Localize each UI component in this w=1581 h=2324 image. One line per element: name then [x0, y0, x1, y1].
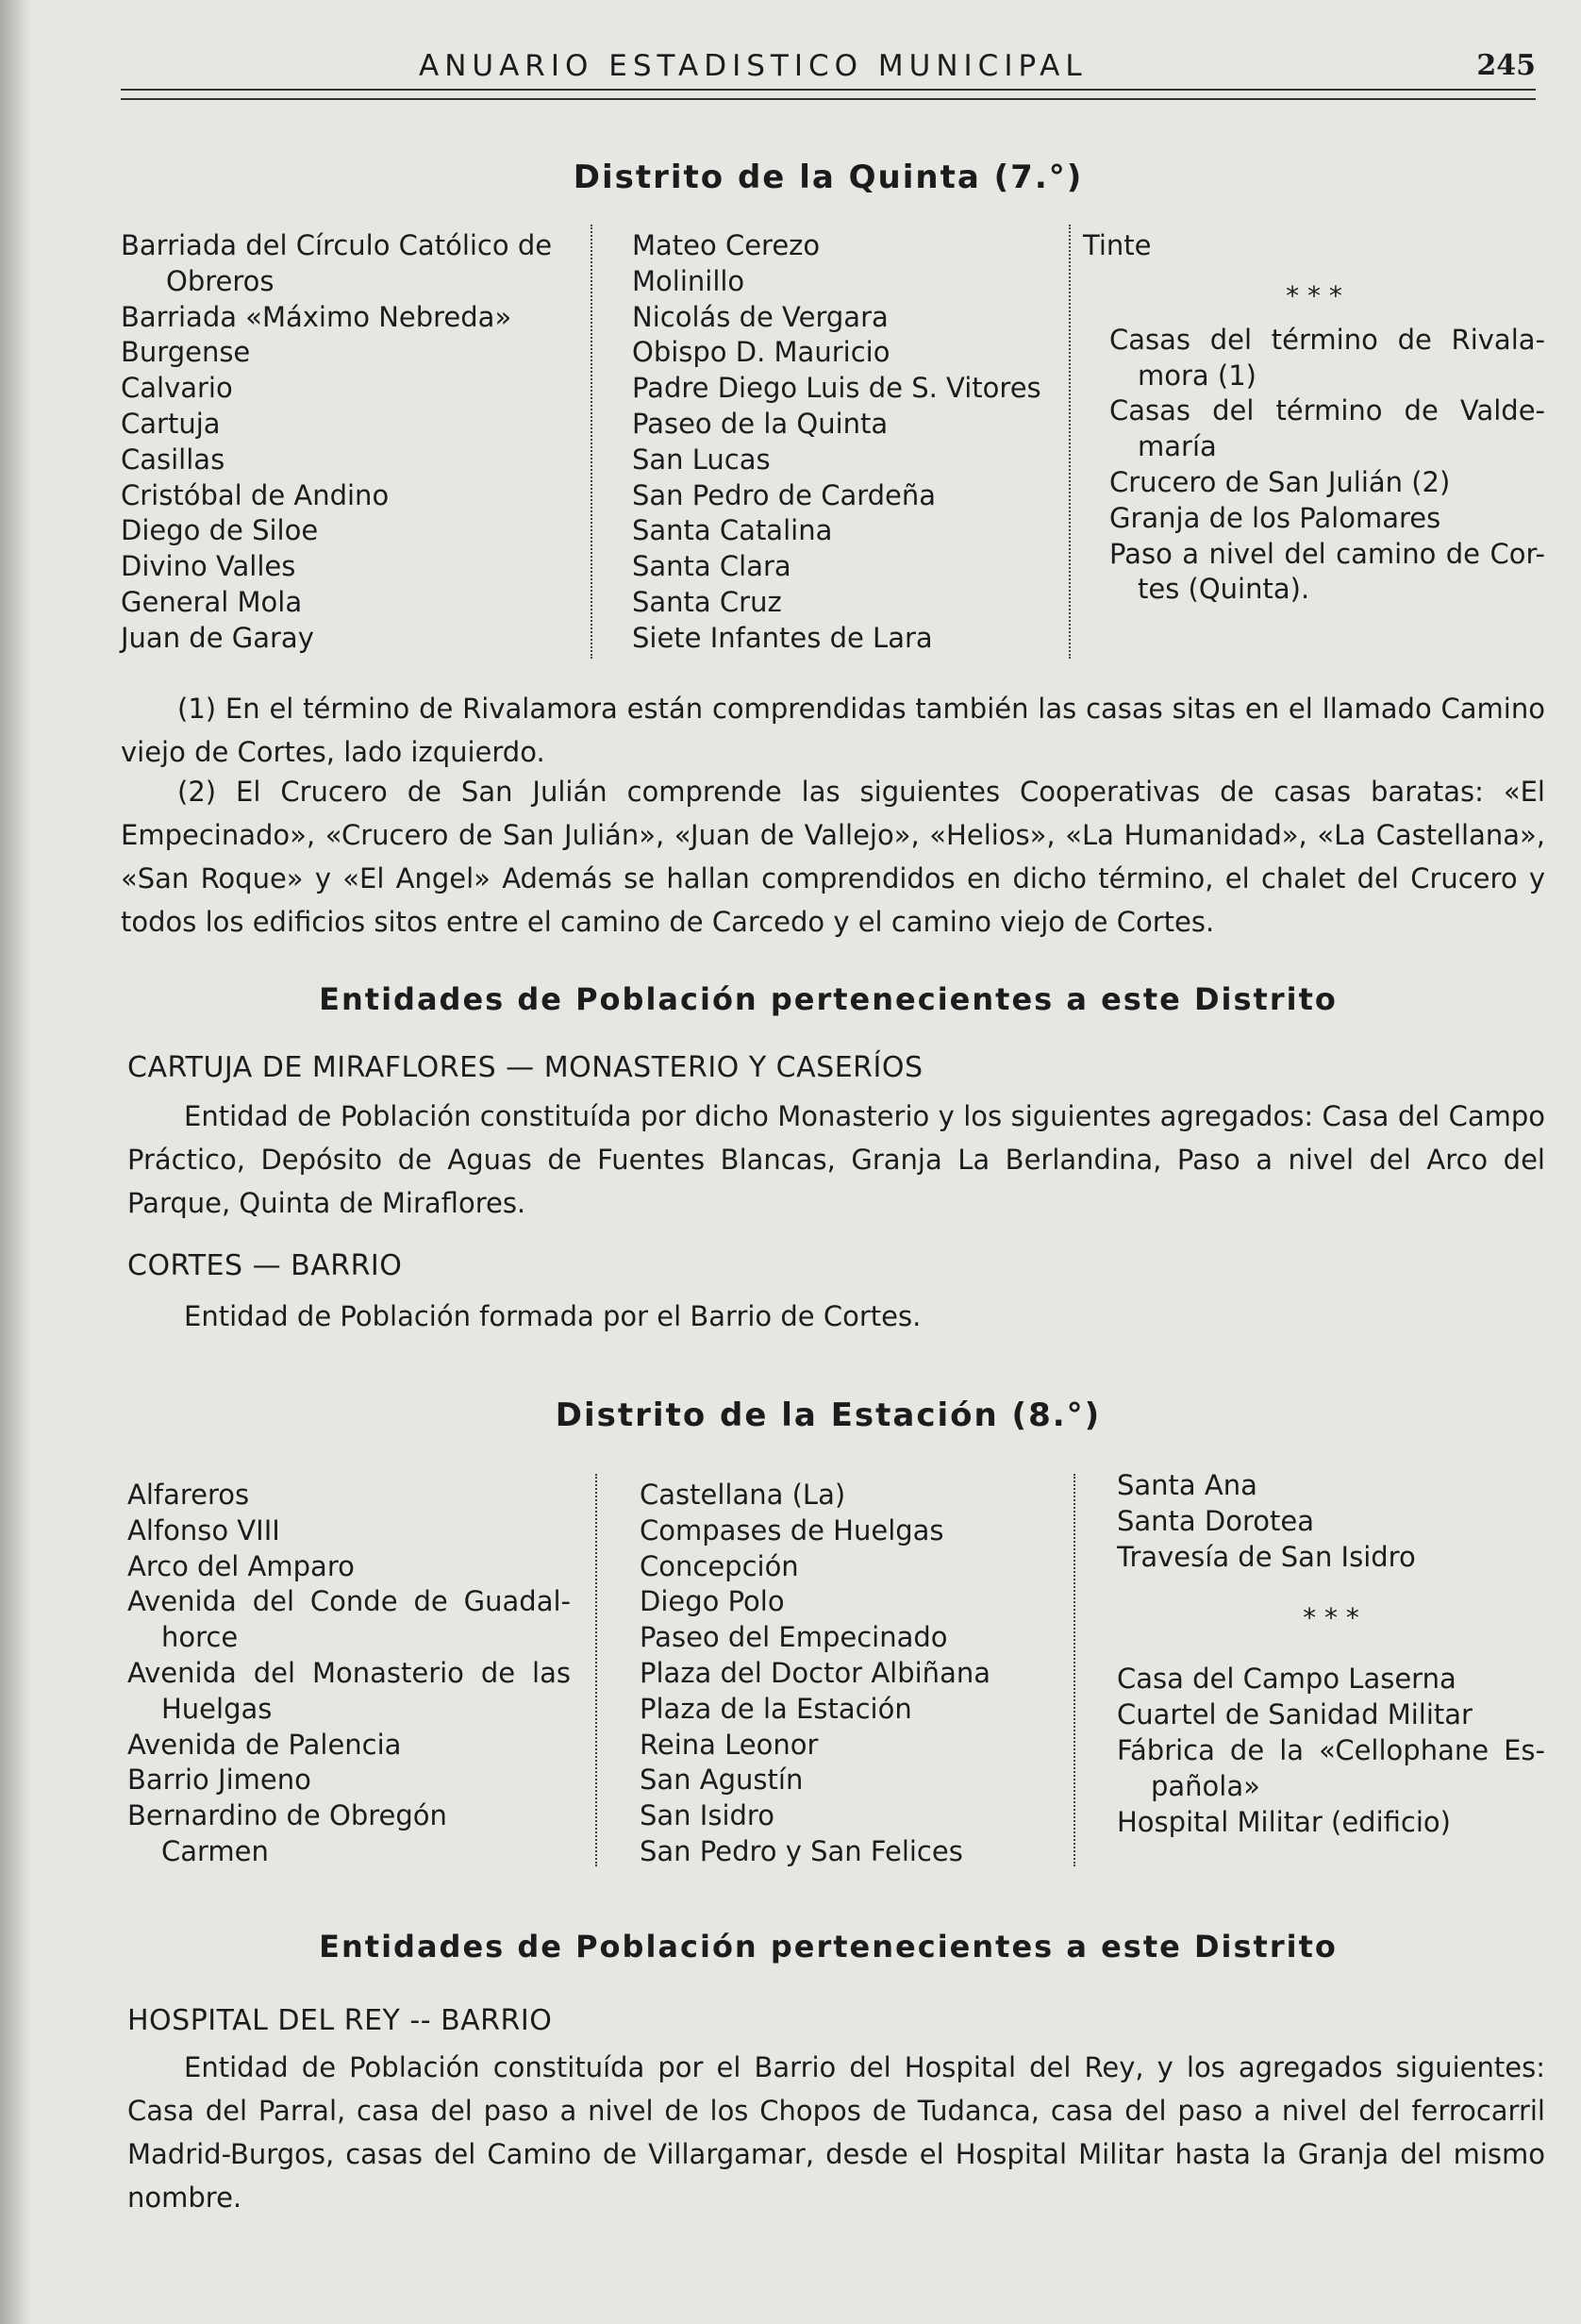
street-item	[127, 1584, 571, 1620]
asterism-separator: * * *	[1303, 1602, 1359, 1634]
place-item: Crucero de San Julián (2)	[1109, 465, 1451, 498]
street-item: Alfonso VIII	[127, 1513, 280, 1547]
running-title: ANUARIO ESTADISTICO MUNICIPAL	[419, 49, 1088, 83]
entity-title: CARTUJA DE MIRAFLORES — MONASTERIO Y CASERÍOS	[127, 1051, 924, 1084]
street-item: Barrio Jimeno	[127, 1764, 311, 1797]
entity-title: CORTES — BARRIO	[127, 1249, 403, 1282]
entity-description: Entidad de Población constituída por el Barrio del Hospital del Rey, y los agregados siguientes: Casa del Parral, casa del paso a nivel de los Chopos de Tudanca, casa del paso a nivel del ferrocarril Madrid-Burgos, casas del Camino de Villargamar, desde el Hospital Militar hasta la Granja del mismo nombre.	[127, 2051, 1545, 2214]
street-item-text: Avenida del Conde de Guadal-	[127, 1585, 571, 1618]
street-item: San Pedro de Cardeña	[632, 478, 937, 511]
street-item: Paseo de la Quinta	[632, 407, 889, 440]
place-item	[1117, 1733, 1545, 1769]
street-item: San Lucas	[632, 443, 771, 476]
street-item: San Isidro	[640, 1799, 774, 1832]
street-item: Compases de Huelgas	[640, 1513, 944, 1547]
place-item: Hospital Militar (edificio)	[1117, 1805, 1451, 1838]
column-divider	[591, 225, 592, 659]
estacion-street-column-1	[127, 1478, 571, 1870]
running-head	[121, 49, 1536, 91]
footnote-2-text: (2) El Crucero de San Julián comprende las siguientes Cooperativas de casas baratas: «El Empecinado», «Crucero de San Julián», «Juan de Vallejo», «Helios», «La Humanidad», «La Castellana», «San Roque» y «El Angel» Además se hallan comprendidos en dicho término, el chalet del Crucero y todos los edificios sitos entre el camino de Carcedo y el camino viejo de Cortes.	[121, 776, 1545, 938]
street-item: Mateo Cerezo	[632, 229, 821, 261]
quinta-street-column-2	[632, 228, 1066, 657]
street-item: Barriada «Máximo Nebreda»	[121, 300, 512, 333]
street-item: Travesía de San Isidro	[1117, 1540, 1416, 1573]
street-item: Diego Polo	[640, 1585, 785, 1618]
street-item: Santa Clara	[632, 550, 791, 583]
place-item: Granja de los Palomares	[1109, 501, 1441, 534]
estacion-entities-heading: Entidades de Población pertenecientes a este Distrito	[319, 1929, 1338, 1965]
street-item: San Pedro y San Felices	[640, 1834, 963, 1867]
street-item: Alfareros	[127, 1479, 250, 1511]
footnote-2	[121, 770, 1545, 944]
page-number: 245	[1476, 49, 1536, 82]
street-item: Siete Infantes de Lara	[632, 621, 933, 654]
street-item: horce	[161, 1621, 239, 1654]
street-item: Juan de Garay	[121, 621, 314, 654]
street-item: General Mola	[121, 585, 303, 618]
street-item: Tinte	[1083, 229, 1152, 261]
quinta-street-column-3	[1083, 228, 1545, 608]
street-item: Huelgas	[161, 1692, 273, 1725]
street-item: Molinillo	[632, 264, 745, 297]
street-item: Obispo D. Mauricio	[632, 336, 890, 369]
street-item-text: Avenida del Monasterio de las	[127, 1656, 571, 1689]
place-item-text: Fábrica de la «Cellophane Es-	[1117, 1733, 1545, 1766]
street-item: Diego de Siloe	[121, 514, 319, 547]
street-item: Casillas	[121, 443, 225, 476]
quinta-street-column-1	[121, 228, 564, 657]
place-item: pañola»	[1151, 1769, 1260, 1802]
street-item: Divino Valles	[121, 550, 296, 583]
place-item: Casa del Campo Laserna	[1117, 1663, 1456, 1696]
column-divider	[595, 1474, 597, 1866]
street-item: Barriada del Círculo Católico de	[121, 229, 553, 261]
street-item: Avenida de Palencia	[127, 1728, 402, 1761]
street-item: Plaza de la Estación	[640, 1692, 912, 1725]
column-divider	[1069, 225, 1071, 659]
street-item: Calvario	[121, 372, 233, 405]
street-item: Plaza del Doctor Albiñana	[640, 1656, 990, 1689]
place-item-text: Paso a nivel del camino de Cor-	[1109, 537, 1545, 570]
estacion-street-column-2	[640, 1478, 1055, 1870]
street-item: Paseo del Empecinado	[640, 1621, 948, 1654]
place-item-text: Casas del término de Valde-	[1109, 394, 1545, 427]
asterism-separator: * * *	[1286, 279, 1342, 311]
street-item: Castellana (La)	[640, 1479, 846, 1511]
street-item: Reina Leonor	[640, 1728, 819, 1761]
entity-description: Entidad de Población formada por el Barrio de Cortes.	[184, 1300, 922, 1332]
place-item	[1083, 393, 1545, 429]
estacion-street-column-3	[1117, 1468, 1545, 1840]
place-item	[1083, 537, 1545, 573]
street-item: Carmen	[161, 1834, 269, 1867]
street-item: Padre Diego Luis de S. Vitores	[632, 372, 1041, 405]
quinta-entities-heading: Entidades de Población pertenecientes a este Distrito	[319, 981, 1338, 1017]
place-item: Cuartel de Sanidad Militar	[1117, 1698, 1473, 1731]
street-item: Arco del Amparo	[127, 1549, 355, 1582]
place-item: mora (1)	[1138, 359, 1256, 392]
district-quinta-heading: Distrito de la Quinta (7.°)	[573, 159, 1084, 196]
entity-description: Entidad de Población constituída por dicho Monasterio y los siguientes agregados: Casa del Campo Práctico, Depósito de Aguas de Fuentes Blancas, Granja La Berlandina, Paso a nivel del Arco del Parque, Quinta de Miraflores.	[127, 1100, 1545, 1219]
header-rule	[121, 89, 1536, 100]
entity-title: HOSPITAL DEL REY -- BARRIO	[127, 2004, 553, 2037]
street-item: Santa Cruz	[632, 585, 782, 618]
street-item	[127, 1656, 571, 1692]
page-edge-shadow	[0, 0, 32, 2324]
footnote-1-text: (1) En el término de Rivalamora están comprendidas también las casas sitas en el llamado Camino viejo de Cortes, lado izquierdo.	[121, 693, 1545, 768]
footnote-1	[121, 687, 1545, 774]
street-item: Nicolás de Vergara	[632, 300, 889, 333]
place-item	[1083, 323, 1545, 359]
street-item: Santa Catalina	[632, 514, 833, 547]
place-item-text: Casas del término de Rivala-	[1109, 323, 1545, 356]
street-item: Obreros	[166, 264, 275, 297]
street-item: Cartuja	[121, 407, 221, 440]
place-item: maría	[1138, 430, 1217, 463]
street-item: Bernardino de Obregón	[127, 1799, 447, 1832]
place-item: tes (Quinta).	[1138, 573, 1310, 606]
district-estacion-heading: Distrito de la Estación (8.°)	[555, 1396, 1102, 1434]
street-item: Cristóbal de Andino	[121, 478, 390, 511]
column-divider	[1073, 1474, 1075, 1866]
street-item: Santa Dorotea	[1117, 1504, 1315, 1537]
street-item: San Agustín	[640, 1764, 804, 1797]
street-item: Concepción	[640, 1549, 799, 1582]
street-item: Burgense	[121, 336, 251, 369]
street-item: Santa Ana	[1117, 1469, 1257, 1501]
